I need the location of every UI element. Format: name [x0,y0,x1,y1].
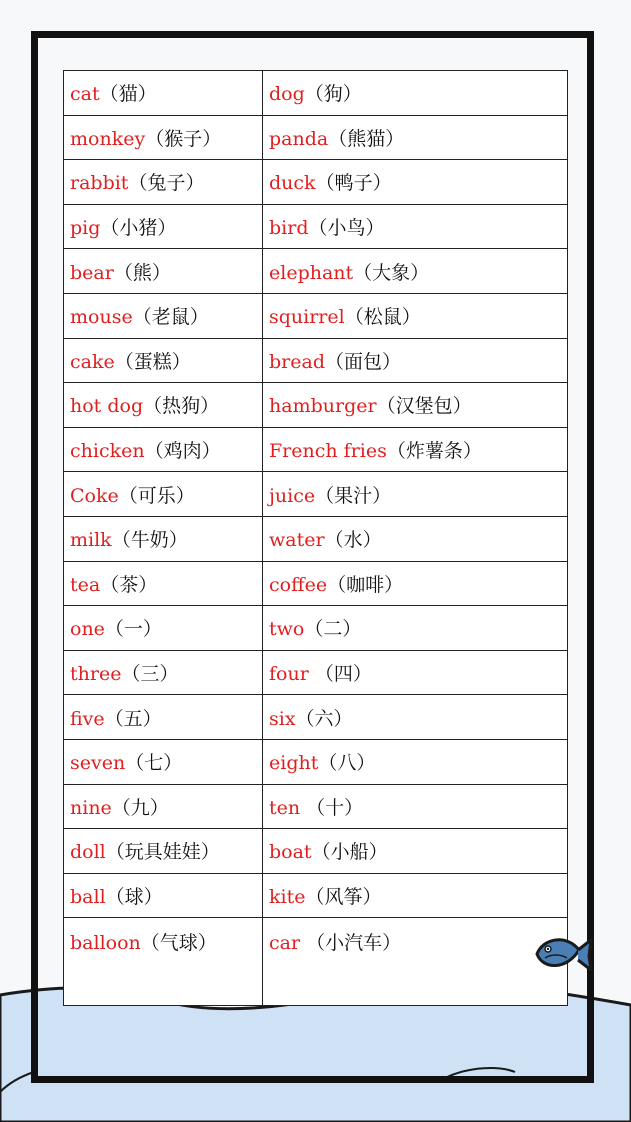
english-word: water [269,529,325,552]
english-word: car [269,932,301,955]
english-word: bird [269,217,309,240]
english-word: duck [269,172,316,195]
vocab-cell-left [64,115,263,160]
vocab-cell-right [263,695,568,740]
chinese-gloss: （炸薯条） [386,440,482,463]
vocab-row [64,784,568,829]
english-word: monkey [70,127,146,150]
vocab-row [64,71,568,116]
vocab-cell-right [263,160,568,205]
chinese-gloss: （玩具娃娃） [105,841,220,864]
chinese-gloss: （八） [318,752,376,775]
vocab-cell-left [64,873,263,918]
chinese-gloss: （小汽车） [300,932,402,955]
english-word: two [269,618,305,641]
english-word: one [70,618,105,641]
vocab-cell-left [64,427,263,472]
chinese-gloss: （六） [295,707,353,730]
chinese-gloss: （猫） [99,83,157,106]
vocab-row [64,516,568,561]
vocab-row [64,115,568,160]
english-word: three [70,663,122,686]
chinese-gloss: （球） [105,885,163,908]
chinese-gloss: （水） [324,529,382,552]
vocab-cell-right [263,873,568,918]
english-word: French fries [269,440,387,463]
chinese-gloss: （风筝） [305,885,382,908]
vocab-cell-right [263,293,568,338]
chinese-gloss: （七） [125,752,183,775]
vocab-row [64,873,568,918]
english-word: eight [269,752,319,775]
vocab-row [64,650,568,695]
english-word: doll [70,841,106,864]
vocab-row [64,293,568,338]
chinese-gloss: （咖啡） [327,573,404,596]
vocab-row [64,338,568,383]
vocab-cell-left [64,160,263,205]
vocab-cell-right [263,918,568,1006]
chinese-gloss: （小鸟） [308,217,385,240]
chinese-gloss: （小猪） [100,217,177,240]
chinese-gloss: （大象） [353,261,430,284]
chinese-gloss: （狗） [304,83,362,106]
chinese-gloss: （二） [304,618,362,641]
chinese-gloss: （鸡肉） [144,440,221,463]
vocab-row [64,695,568,740]
english-word: bread [269,350,325,373]
english-word: dog [269,83,305,106]
english-word: kite [269,885,306,908]
vocab-cell-right [263,829,568,874]
english-word: juice [269,484,316,507]
english-word: rabbit [70,172,129,195]
vocab-cell-right [263,606,568,651]
chinese-gloss: （熊猫） [328,127,405,150]
vocab-cell-left [64,249,263,294]
chinese-gloss: （熊） [113,261,171,284]
vocab-cell-left [64,695,263,740]
vocabulary-table-body [64,71,568,1006]
english-word: tea [70,573,101,596]
english-word: milk [70,529,112,552]
chinese-gloss: （一） [104,618,162,641]
english-word: panda [269,127,329,150]
chinese-gloss: （兔子） [128,172,205,195]
vocab-cell-right [263,784,568,829]
chinese-gloss: （松鼠） [344,306,421,329]
chinese-gloss: （茶） [100,573,158,596]
chinese-gloss: （老鼠） [132,306,209,329]
chinese-gloss: （小船） [311,841,388,864]
vocab-cell-left [64,650,263,695]
vocab-cell-right [263,427,568,472]
vocab-cell-right [263,383,568,428]
chinese-gloss: （四） [308,663,372,686]
vocab-cell-left [64,338,263,383]
vocab-row [64,561,568,606]
vocab-cell-left [64,918,263,1006]
english-word: ball [70,885,106,908]
vocab-cell-right [263,204,568,249]
vocab-row [64,427,568,472]
chinese-gloss: （牛奶） [111,529,188,552]
vocab-cell-left [64,204,263,249]
english-word: ten [269,796,301,819]
vocab-cell-right [263,71,568,116]
vocabulary-table [63,70,568,1006]
vocab-cell-right [263,650,568,695]
english-word: cake [70,350,115,373]
chinese-gloss: （鸭子） [315,172,392,195]
vocab-cell-left [64,606,263,651]
vocab-row [64,249,568,294]
chinese-gloss: （十） [300,796,364,819]
english-word: Coke [70,484,119,507]
chinese-gloss: （汉堡包） [376,395,472,418]
vocab-cell-left [64,472,263,517]
english-word: chicken [70,440,145,463]
vocab-cell-right [263,338,568,383]
vocab-row [64,383,568,428]
english-word: coffee [269,573,328,596]
english-word: nine [70,796,112,819]
vocab-cell-right [263,115,568,160]
chinese-gloss: （猴子） [145,127,222,150]
vocab-cell-left [64,739,263,784]
chinese-gloss: （五） [104,707,162,730]
vocab-row [64,160,568,205]
chinese-gloss: （蛋糕） [114,350,191,373]
chinese-gloss: （三） [121,663,179,686]
english-word: hamburger [269,395,377,418]
chinese-gloss: （九） [111,796,169,819]
english-word: cat [70,83,100,106]
english-word: four [269,663,309,686]
vocab-cell-left [64,829,263,874]
english-word: pig [70,217,101,240]
vocab-cell-right [263,739,568,784]
vocab-cell-left [64,383,263,428]
vocab-row [64,204,568,249]
chinese-gloss: （果汁） [315,484,392,507]
chinese-gloss: （热狗） [143,395,220,418]
english-word: six [269,707,296,730]
chinese-gloss: （可乐） [118,484,195,507]
vocab-cell-right [263,516,568,561]
fish-icon [533,930,595,980]
english-word: hot dog [70,395,144,418]
chinese-gloss: （气球） [140,932,217,955]
vocab-cell-right [263,249,568,294]
english-word: bear [70,261,114,284]
vocab-cell-left [64,561,263,606]
vocab-row [64,606,568,651]
english-word: squirrel [269,306,345,329]
english-word: seven [70,752,126,775]
chinese-gloss: （面包） [324,350,401,373]
english-word: boat [269,841,312,864]
vocab-cell-right [263,472,568,517]
vocab-cell-left [64,516,263,561]
vocab-cell-left [64,71,263,116]
vocab-row [64,472,568,517]
vocab-cell-left [64,784,263,829]
vocab-row [64,829,568,874]
english-word: elephant [269,261,354,284]
vocab-row [64,918,568,1006]
vocab-cell-right [263,561,568,606]
english-word: mouse [70,306,133,329]
vocab-row [64,739,568,784]
vocab-cell-left [64,293,263,338]
english-word: five [70,707,105,730]
english-word: balloon [70,932,141,955]
